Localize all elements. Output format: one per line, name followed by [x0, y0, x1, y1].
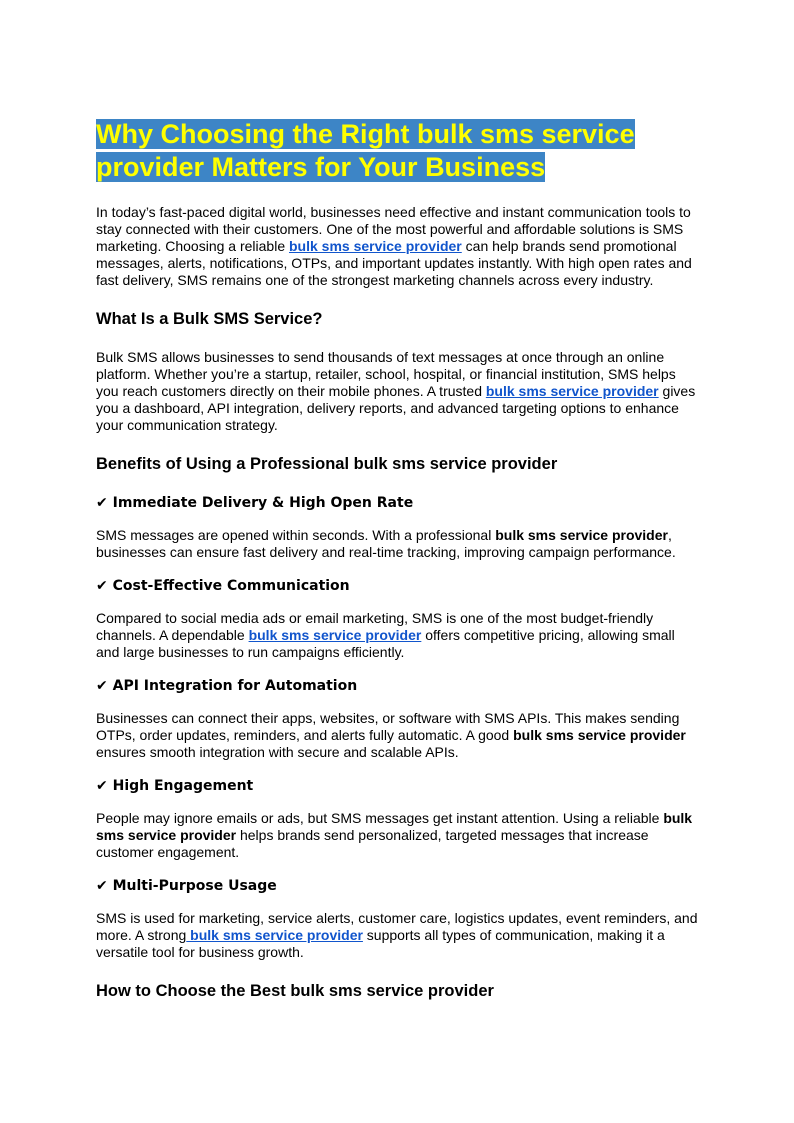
- benefit-cost-text-2: offers competitive pricing, allowing small and large businesses to run campaigns efficiently.: [96, 627, 675, 660]
- document-page: [96, 118, 700, 1021]
- what-is-heading: What Is a Bulk SMS Service?: [96, 310, 323, 328]
- benefit-multi-text-1: SMS is used for marketing, service alerts, customer care, logistics updates, event reminders, and more. A strong: [96, 910, 698, 943]
- benefit-cost-provider-link[interactable]: bulk sms service provider: [248, 627, 422, 643]
- intro-text-1: In today’s fast-paced digital world, businesses need effective and instant communication tools to stay connected with their customers. One of the most powerful and affordable solutions is SMS marketing. Choosing a reliable: [96, 204, 691, 254]
- benefit-multi-heading: ✔ Multi-Purpose Usage: [96, 878, 277, 894]
- intro-text-2: can help brands send promotional messages, alerts, notifications, OTPs, and important updates instantly. With high open rates and fast delivery, SMS remains one of the strongest marketing channels across every industry.: [96, 238, 692, 288]
- benefit-delivery-heading: ✔ Immediate Delivery & High Open Rate: [96, 495, 414, 511]
- page-title: [96, 118, 700, 184]
- intro-provider-link[interactable]: bulk sms service provider: [289, 238, 462, 254]
- benefit-api-text-2: ensures smooth integration with secure and scalable APIs.: [96, 744, 459, 760]
- benefit-engagement-text-2: helps brands send personalized, targeted messages that increase customer engagement.: [96, 827, 649, 860]
- benefit-cost-text-1: Compared to social media ads or email marketing, SMS is one of the most budget-friendly channels. A dependable: [96, 610, 654, 643]
- what-is-text-2: gives you a dashboard, API integration, delivery reports, and advanced targeting options to enhance your communication strategy.: [96, 383, 696, 433]
- benefit-cost-paragraph: [96, 610, 700, 661]
- benefit-cost-heading: ✔ Cost-Effective Communication: [96, 578, 350, 594]
- benefit-engagement-paragraph: [96, 810, 700, 861]
- what-is-provider-link[interactable]: bulk sms service provider: [485, 383, 659, 399]
- benefit-multi-text-2: supports all types of communication, making it a versatile tool for business growth.: [96, 927, 665, 960]
- benefit-delivery-text-2: , businesses can ensure fast delivery and real-time tracking, improving campaign performance.: [96, 527, 676, 560]
- benefit-multi-provider-link[interactable]: bulk sms service provider: [186, 927, 363, 943]
- benefit-engagement-text-1: People may ignore emails or ads, but SMS messages get instant attention. Using a reliable: [96, 810, 664, 826]
- benefit-delivery-paragraph: [96, 527, 700, 561]
- benefit-multi-paragraph: [96, 910, 700, 961]
- benefits-heading: Benefits of Using a Professional bulk sms service provider: [96, 455, 558, 473]
- benefit-delivery-text-1: SMS messages are opened within seconds. With a professional: [96, 527, 496, 543]
- benefit-engagement-strong: bulk sms service provider: [96, 810, 693, 843]
- choose-heading: How to Choose the Best bulk sms service provider: [96, 982, 494, 1000]
- what-is-paragraph: [96, 349, 700, 434]
- benefit-api-strong: bulk sms service provider: [513, 727, 686, 743]
- benefit-engagement-heading: ✔ High Engagement: [96, 778, 254, 794]
- benefit-delivery-strong: bulk sms service provider: [495, 527, 668, 543]
- what-is-text-1: Bulk SMS allows businesses to send thousands of text messages at once through an online platform. Whether you’re a startup, retailer, school, hospital, or financial institution, SMS helps you reach customers directly on their mobile phones. A trusted: [96, 349, 676, 399]
- title-highlight: Why Choosing the Right bulk sms service provider Matters for Your Business: [96, 119, 635, 182]
- benefit-api-paragraph: [96, 710, 700, 761]
- intro-paragraph: [96, 204, 700, 289]
- benefit-api-heading: ✔ API Integration for Automation: [96, 678, 358, 694]
- benefit-api-text-1: Businesses can connect their apps, websites, or software with SMS APIs. This makes sending OTPs, order updates, reminders, and alerts fully automatic. A good: [96, 710, 680, 743]
